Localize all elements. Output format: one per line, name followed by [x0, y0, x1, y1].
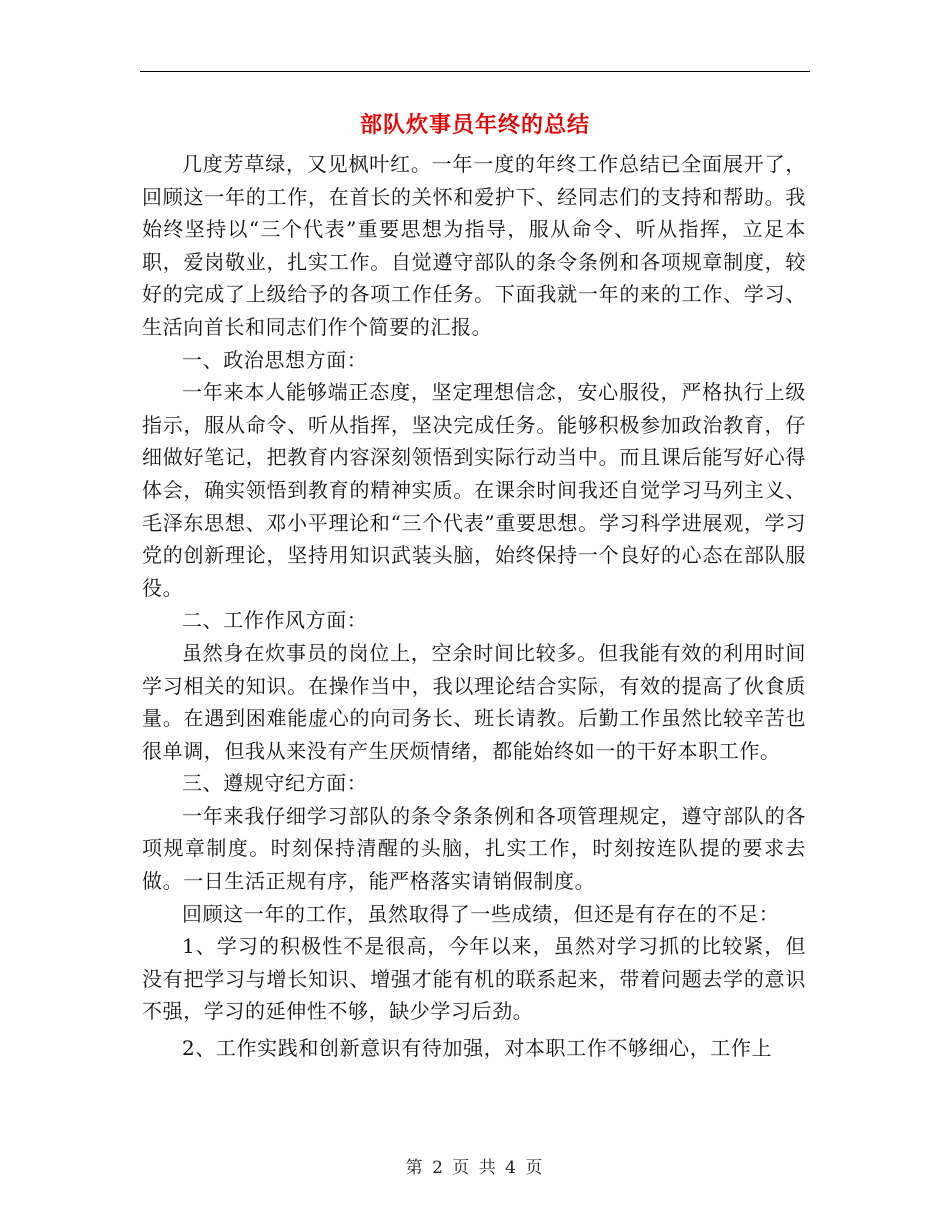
work-style-paragraph: 虽然身在炊事员的岗位上，空余时间比较多。但我能有效的利用时间学习相关的知识。在操作当中，我以理论结合实际，有效的提高了伙食质量。在遇到困难能虚心的向司务长、班长请教。后勤工作虽然比较辛苦也很单调，但我从来没有产生厌烦情绪，都能始终如一的干好本职工作。 [142, 640, 806, 763]
page-number-footer: 第 2 页 共 4 页 [405, 1158, 545, 1178]
header-rule [140, 71, 810, 72]
intro-paragraph: 几度芳草绿，又见枫叶红。一年一度的年终工作总结已全面展开了，回顾这一年的工作，在首长的关怀和爱护下、经同志们的支持和帮助。我始终坚持以“三个代表”重要思想为指导，服从命令、听从指挥，立足本职，爱岗敬业，扎实工作。自觉遵守部队的条令条例和各项规章制度，较好的完成了上级给予的各项工作任务。下面我就一年的来的工作、学习、生活向首长和同志们作个简要的汇报。 [142, 152, 806, 339]
political-paragraph: 一年来本人能够端正态度，坚定理想信念，安心服役，严格执行上级指示，服从命令、听从指挥，坚决完成任务。能够积极参加政治教育，仔细做好笔记，把教育内容深刻领悟到实际行动当中。而且课后能写好心得体会，确实领悟到教育的精神实质。在课余时间我还自觉学习马列主义、毛泽东思想、邓小平理论和“三个代表”重要思想。学习科学进展观，学习党的创新理论，坚持用知识武装头脑，始终保持一个良好的心态在部队服役。 [142, 380, 806, 600]
section-heading-political: 一、政治思想方面： [182, 347, 368, 372]
document-body [142, 148, 806, 1065]
shortcoming-item-1: 1、学习的积极性不是很高，今年以来，虽然对学习抓的比较紧，但没有把学习与增长知识、增强才能有机的联系起来，带着问题去学的意识不强，学习的延伸性不够，缺少学习后劲。 [142, 934, 806, 1024]
shortcomings-intro-paragraph: 回顾这一年的工作，虽然取得了一些成绩，但还是有存在的不足： [182, 901, 780, 926]
discipline-paragraph: 一年来我仔细学习部队的条令条条例和各项管理规定，遵守部队的各项规章制度。时刻保持清醒的头脑，扎实工作，时刻按连队提的要求去做。一日生活正规有序，能严格落实请销假制度。 [142, 803, 806, 894]
document-title: 部队炊事员年终的总结 [359, 112, 590, 138]
shortcoming-item-2: 2、工作实践和创新意识有待加强，对本职工作不够细心，工作上 [182, 1036, 773, 1061]
section-heading-work-style: 二、工作作风方面： [182, 608, 368, 633]
section-heading-discipline: 三、遵规守纪方面： [182, 771, 368, 796]
